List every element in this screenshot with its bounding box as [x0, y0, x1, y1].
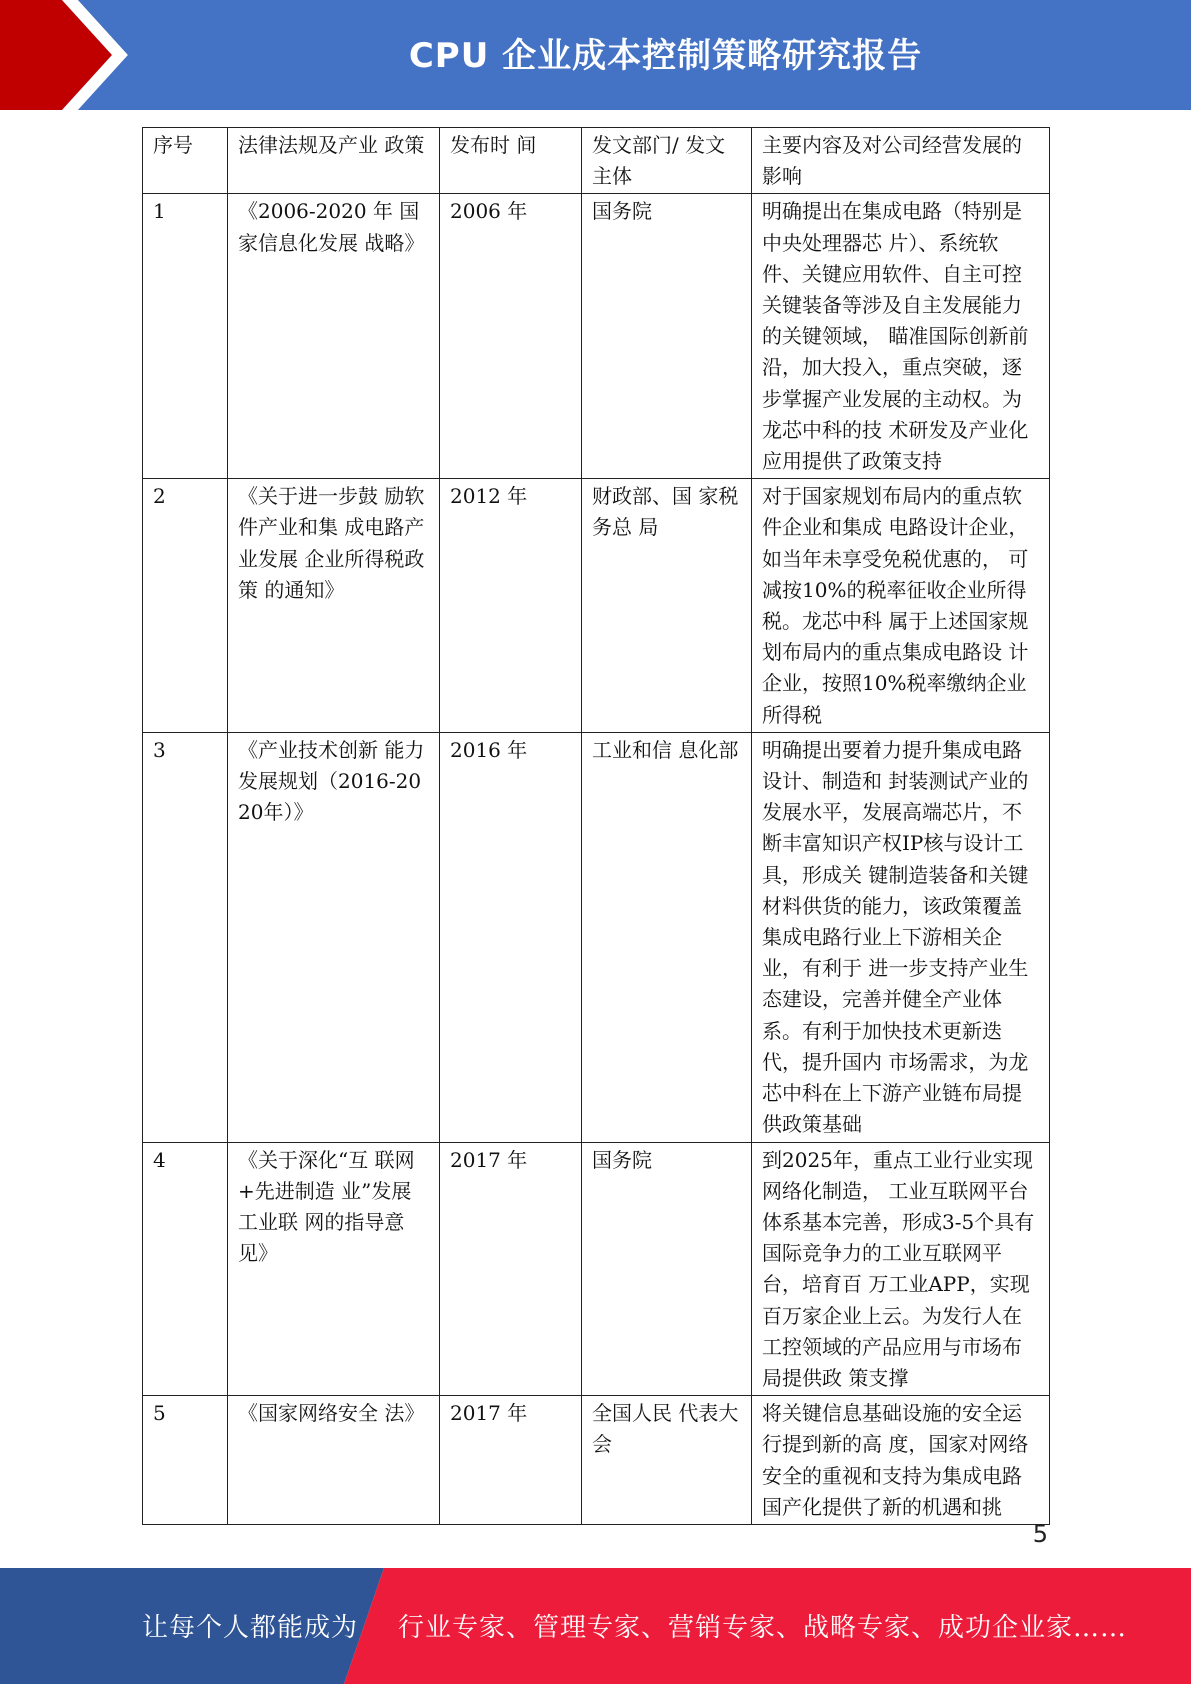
row-date: 2016 年: [440, 732, 582, 1142]
row-date: 2006 年: [440, 194, 582, 479]
header-cell-no: 序号: [143, 128, 228, 194]
row-content: 对于国家规划布局内的重点软件企业和集成 电路设计企业，如当年未享受免税优惠的， 可减按10%的税率征收企业所得税。龙芯中科 属于上述国家规划布局内的重点集成电路设 计企业，按照10%税率缴纳企业所得税: [752, 479, 1050, 733]
row-no: 5: [143, 1396, 228, 1525]
row-policy: 《国家网络安全 法》: [228, 1396, 440, 1525]
header-cell-issuer: 发文部门/ 发文主体: [582, 128, 752, 194]
page-header: [0, 0, 1191, 110]
table-row: [143, 479, 1050, 733]
row-issuer: 财政部、国 家税务总 局: [582, 479, 752, 733]
header-cell-policy: 法律法规及产业 政策: [228, 128, 440, 194]
table-row: [143, 732, 1050, 1142]
row-date: 2017 年: [440, 1396, 582, 1525]
page-footer: [0, 1568, 1191, 1684]
row-content: 明确提出在集成电路（特别是中央处理器芯 片）、系统软件、关键应用软件、自主可控关键装备等涉及自主发展能力的关键领域， 瞄准国际创新前沿，加大投入，重点突破，逐步掌握产业发展的主动权。为龙芯中科的技 术研发及产业化应用提供了政策支持: [752, 194, 1050, 479]
row-date: 2017 年: [440, 1142, 582, 1396]
header-arrow-decoration: [0, 0, 160, 110]
table-row: [143, 1396, 1050, 1525]
table-header-row: [143, 128, 1050, 194]
policy-table: [142, 127, 1050, 1525]
footer-slogan-left: 让每个人都能成为: [142, 1613, 359, 1643]
row-issuer: 国务院: [582, 194, 752, 479]
header-cell-content: 主要内容及对公司经营发展的影响: [752, 128, 1050, 194]
page-number: 5: [1032, 1520, 1048, 1548]
row-policy: 《2006-2020 年 国家信息化发展 战略》: [228, 194, 440, 479]
row-no: 3: [143, 732, 228, 1142]
row-no: 4: [143, 1142, 228, 1396]
row-no: 2: [143, 479, 228, 733]
table-row: [143, 194, 1050, 479]
row-policy: 《关于深化“互 联网+先进制造 业”发展工业联 网的指导意见》: [228, 1142, 440, 1396]
row-content: 明确提出要着力提升集成电路设计、制造和 封装测试产业的发展水平，发展高端芯片，不断丰富知识产权IP核与设计工具，形成关 键制造装备和关键材料供货的能力，该政策覆盖集成电路行业上下游相关企业，有利于 进一步支持产业生态建设，完善并健全产业体系。有利于加快技术更新迭代，提升国内 市场需求，为龙芯中科在上下游产业链布局提 供政策基础: [752, 732, 1050, 1142]
row-issuer: 工业和信 息化部: [582, 732, 752, 1142]
row-date: 2012 年: [440, 479, 582, 733]
policy-table-container: [142, 127, 1050, 1525]
row-issuer: 全国人民 代表大会: [582, 1396, 752, 1525]
footer-slogan-right: 行业专家、管理专家、营销专家、战略专家、成功企业家……: [398, 1613, 1128, 1643]
row-no: 1: [143, 194, 228, 479]
row-policy: 《产业技术创新 能力发展规划（2016-2020年）》: [228, 732, 440, 1142]
page-title: CPU 企业成本控制策略研究报告: [408, 36, 923, 76]
row-content: 到2025年，重点工业行业实现网络化制造， 工业互联网平台体系基本完善，形成3-5个具有国际竞争力的工业互联网平台，培育百 万工业APP，实现百万家企业上云。为发行人在工控领域的产品应用与市场布局提供政 策支撑: [752, 1142, 1050, 1396]
row-content: 将关键信息基础设施的安全运行提到新的高 度，国家对网络安全的重视和支持为集成电路国产化提供了新的机遇和挑: [752, 1396, 1050, 1525]
row-issuer: 国务院: [582, 1142, 752, 1396]
header-cell-date: 发布时 间: [440, 128, 582, 194]
row-policy: 《关于进一步鼓 励软件产业和集 成电路产业发展 企业所得税政策 的通知》: [228, 479, 440, 733]
table-row: [143, 1142, 1050, 1396]
